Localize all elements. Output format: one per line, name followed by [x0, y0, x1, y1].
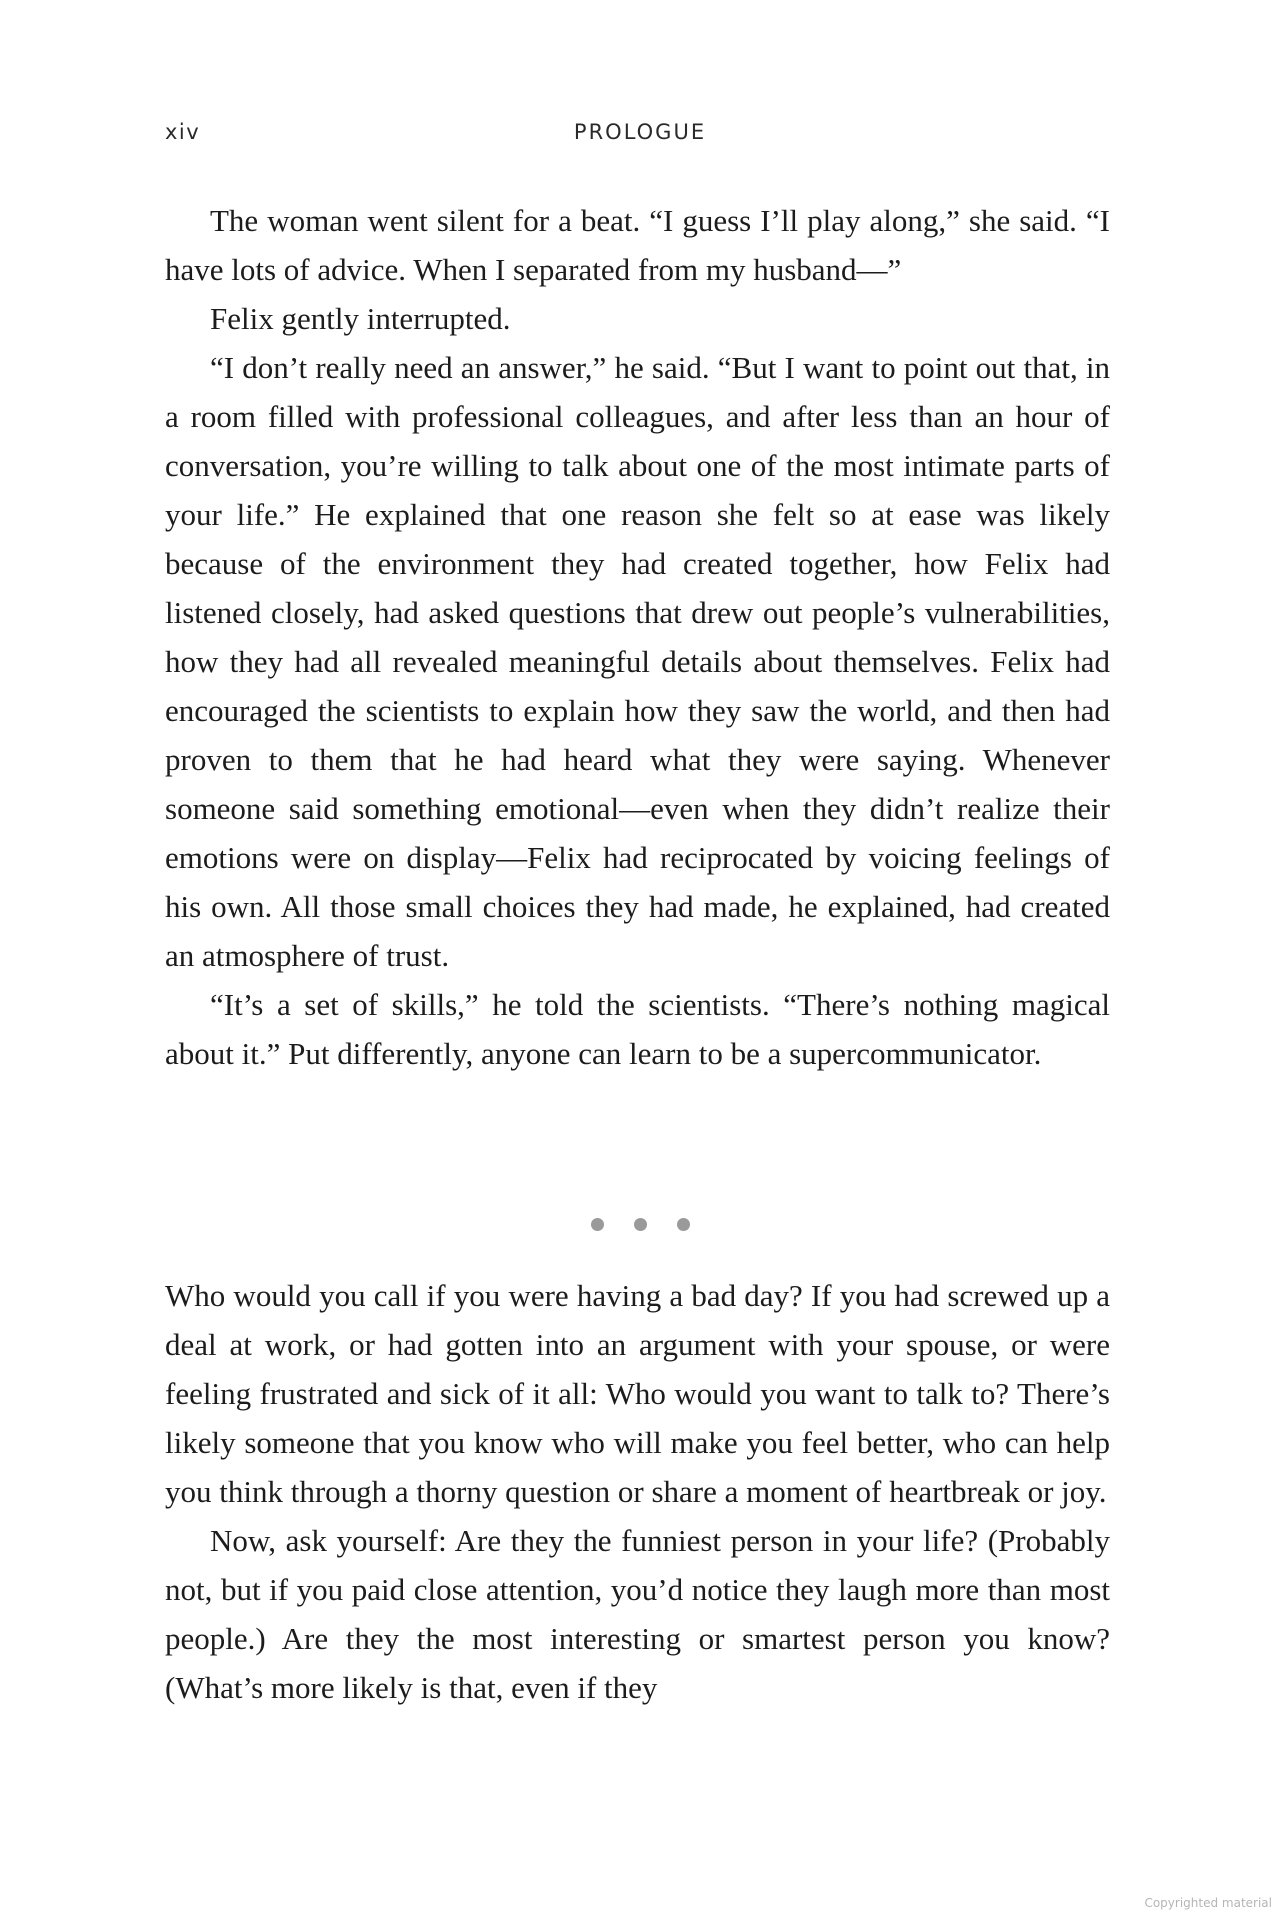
paragraph: Felix gently interrupted. — [210, 301, 511, 336]
chapter-title: PROLOGUE — [573, 120, 707, 144]
paragraph: Now, ask yourself: Are they the funniest person in your life? (Probably not, but if you paid close attention, you’d notice they laugh more than most people.) Are they the most interesting or smartest person you know? (What’s more likely is that, even if they — [165, 1523, 1110, 1705]
section-one-text — [165, 196, 1110, 1078]
section-two-text — [165, 1271, 1110, 1712]
running-head — [165, 120, 1115, 150]
paragraph: “It’s a set of skills,” he told the scientists. “There’s nothing magical about it.” Put differently, anyone can learn to be a supercommunicator. — [165, 987, 1110, 1071]
ornament-dot-icon — [634, 1218, 647, 1231]
paragraph: Who would you call if you were having a bad day? If you had screwed up a deal at work, or had gotten into an argument with your spouse, or were feeling frustrated and sick of it all: Who would you want to talk to? There’s likely someone that you know who will make you feel better, who can help you think through a thorny question or share a moment of heartbreak or joy. — [165, 1278, 1110, 1509]
paragraph: The woman went silent for a beat. “I guess I’ll play along,” she said. “I have lots of advice. When I separated from my husband—” — [165, 203, 1110, 287]
ornament-dot-icon — [677, 1218, 690, 1231]
copyright-watermark: Copyrighted material — [1144, 1896, 1272, 1910]
page-number: xiv — [165, 120, 201, 144]
paragraph: “I don’t really need an answer,” he said. “But I want to point out that, in a room filled with professional colleagues, and after less than an hour of conversation, you’re willing to talk about one of the most intimate parts of your life.” He explained that one reason she felt so at ease was likely because of the environment they had created together, how Felix had listened closely, had asked questions that drew out people’s vulnerabilities, how they had all revealed meaningful details about themselves. Felix had encouraged the scientists to explain how they saw the world, and then had proven to them that he had heard what they were saying. Whenever someone said something emotional—even when they didn’t realize their emotions were on display—Felix had reciprocated by voicing feelings of his own. All those small choices they had made, he explained, had created an atmosphere of trust. — [165, 350, 1110, 973]
ornament-dot-icon — [591, 1218, 604, 1231]
section-break-ornament — [0, 1218, 1280, 1238]
